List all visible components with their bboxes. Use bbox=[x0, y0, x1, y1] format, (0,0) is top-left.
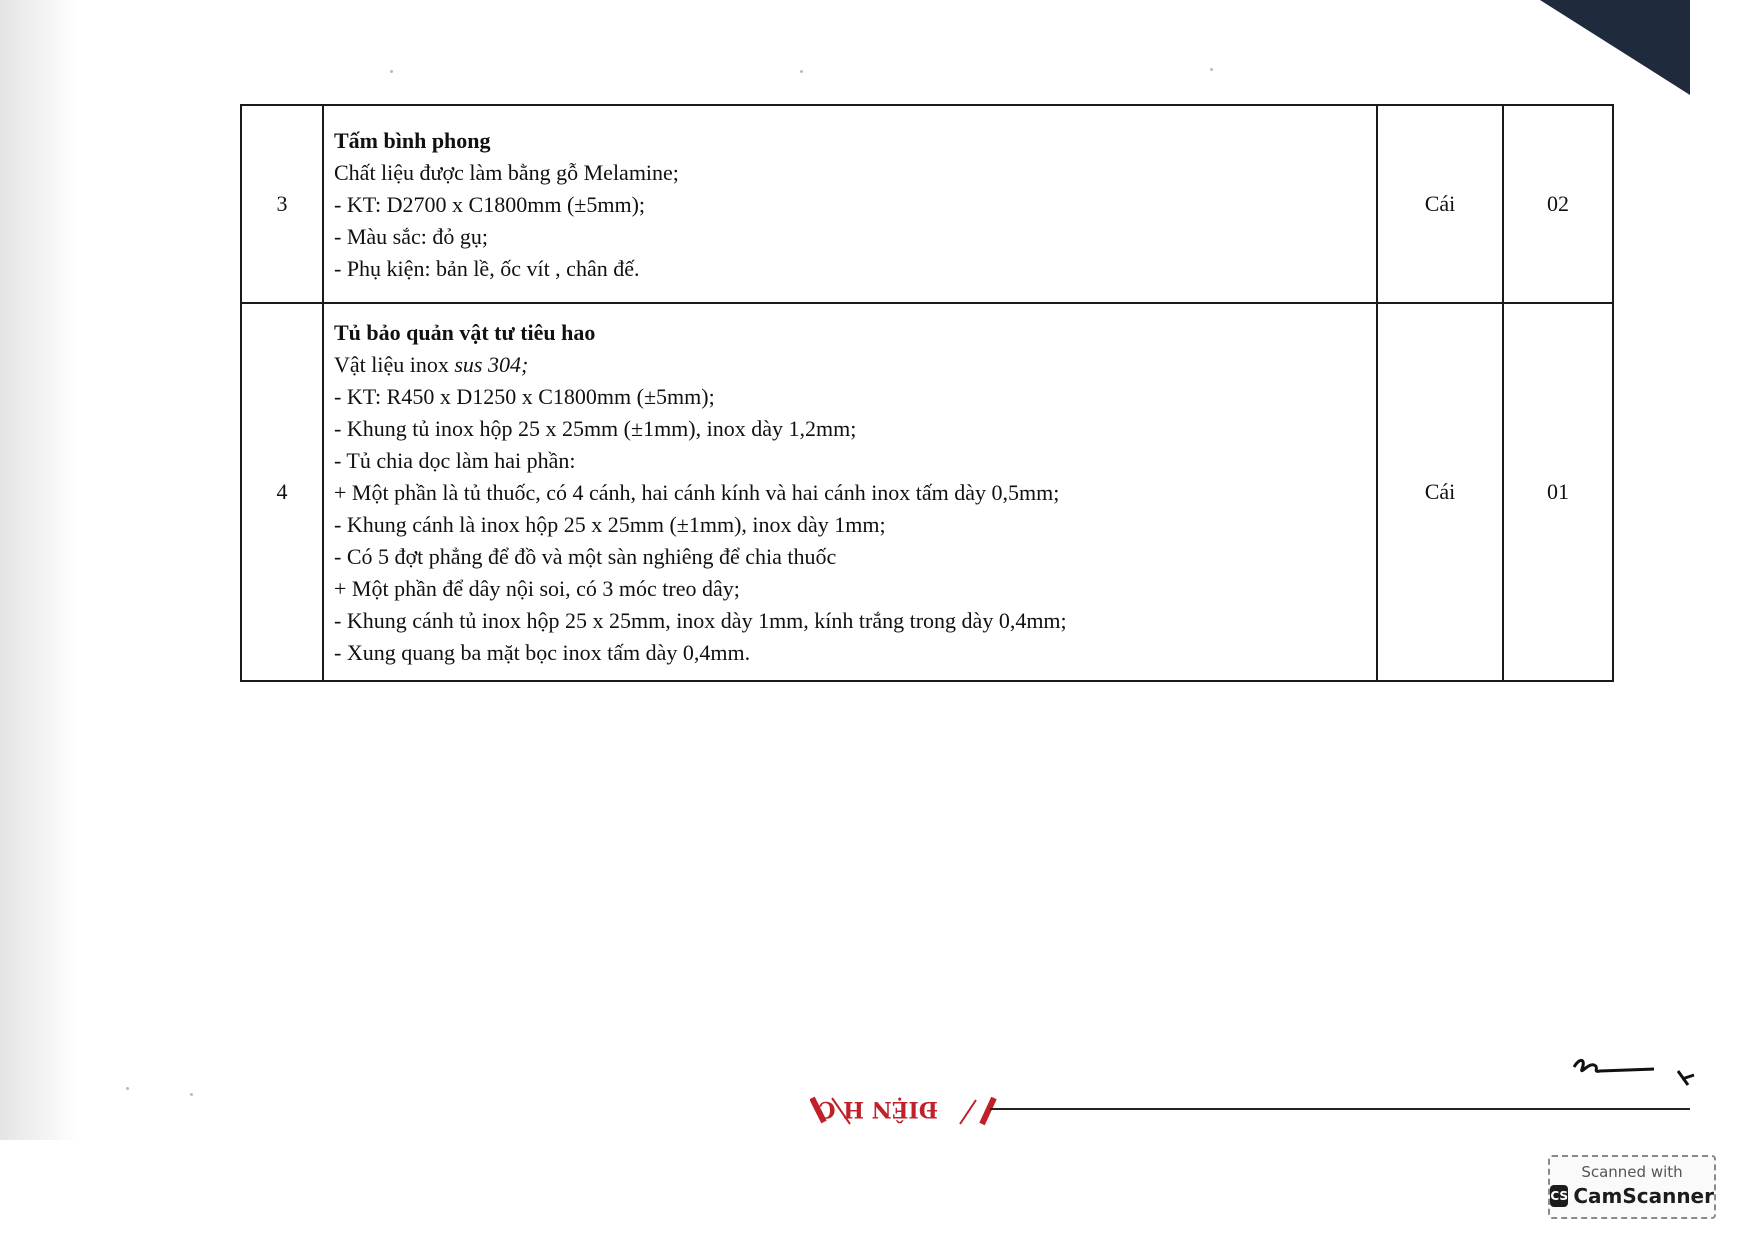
scan-left-edge bbox=[0, 0, 78, 1140]
description-line: + Một phần là tủ thuốc, có 4 cánh, hai cánh kính và hai cánh inox tấm dày 0,5mm; bbox=[334, 480, 1060, 505]
item-title: Tủ bảo quản vật tư tiêu hao bbox=[334, 320, 596, 345]
description-line: - Khung cánh tủ inox hộp 25 x 25mm, inox dày 1mm, kính trắng trong dày 0,4mm; bbox=[334, 608, 1067, 633]
red-stamp-fragment bbox=[810, 1092, 1000, 1132]
material-grade: sus 304; bbox=[454, 352, 529, 377]
svg-text:ĐIỆN H C: ĐIỆN H C bbox=[817, 1096, 938, 1122]
watermark-caption: Scanned with bbox=[1581, 1163, 1683, 1181]
description-line: - KT: D2700 x C1800mm (±5mm); bbox=[334, 192, 646, 217]
camscanner-watermark bbox=[1548, 1155, 1716, 1219]
watermark-brand-row bbox=[1550, 1184, 1714, 1208]
description-line: - Có 5 đợt phẳng để đồ và một sàn nghiêng để chia thuốc bbox=[334, 544, 837, 569]
description-line: Chất liệu được làm bằng gỗ Melamine; bbox=[334, 160, 679, 185]
item-quantity: 02 bbox=[1503, 105, 1613, 303]
table-row bbox=[241, 105, 1613, 303]
item-unit: Cái bbox=[1377, 105, 1503, 303]
scan-speck bbox=[390, 70, 393, 73]
description-line: - Khung tủ inox hộp 25 x 25mm (±1mm), inox dày 1,2mm; bbox=[334, 416, 857, 441]
camscanner-logo-icon: CS bbox=[1550, 1185, 1568, 1207]
item-quantity: 01 bbox=[1503, 303, 1613, 681]
description-line: - Màu sắc: đỏ gụ; bbox=[334, 224, 488, 249]
scan-corner-shadow bbox=[1490, 0, 1690, 100]
watermark-brand: CamScanner bbox=[1573, 1184, 1714, 1208]
scan-speck bbox=[126, 1087, 129, 1090]
scan-speck bbox=[190, 1093, 193, 1096]
description-line: + Một phần để dây nội soi, có 3 móc treo dây; bbox=[334, 576, 740, 601]
scan-speck bbox=[800, 70, 803, 73]
item-description bbox=[323, 105, 1377, 303]
scan-speck bbox=[1210, 68, 1213, 71]
description-line: - Tủ chia dọc làm hai phần: bbox=[334, 448, 576, 473]
table-row bbox=[241, 303, 1613, 681]
item-description bbox=[323, 303, 1377, 681]
description-line: - Khung cánh là inox hộp 25 x 25mm (±1mm), inox dày 1mm; bbox=[334, 512, 886, 537]
row-number: 3 bbox=[241, 105, 323, 303]
item-unit: Cái bbox=[1377, 303, 1503, 681]
description-line: - KT: R450 x D1250 x C1800mm (±5mm); bbox=[334, 384, 715, 409]
footer-rule bbox=[990, 1108, 1690, 1110]
row-number: 4 bbox=[241, 303, 323, 681]
specification-table bbox=[240, 104, 1614, 682]
initials-signature bbox=[1570, 1045, 1700, 1095]
description-line: - Phụ kiện: bản lề, ốc vít , chân đế. bbox=[334, 256, 640, 281]
description-line: - Xung quang ba mặt bọc inox tấm dày 0,4mm. bbox=[334, 640, 751, 665]
material-line bbox=[334, 349, 1366, 381]
item-title: Tấm bình phong bbox=[334, 128, 491, 153]
material-prefix: Vật liệu inox bbox=[334, 352, 455, 377]
